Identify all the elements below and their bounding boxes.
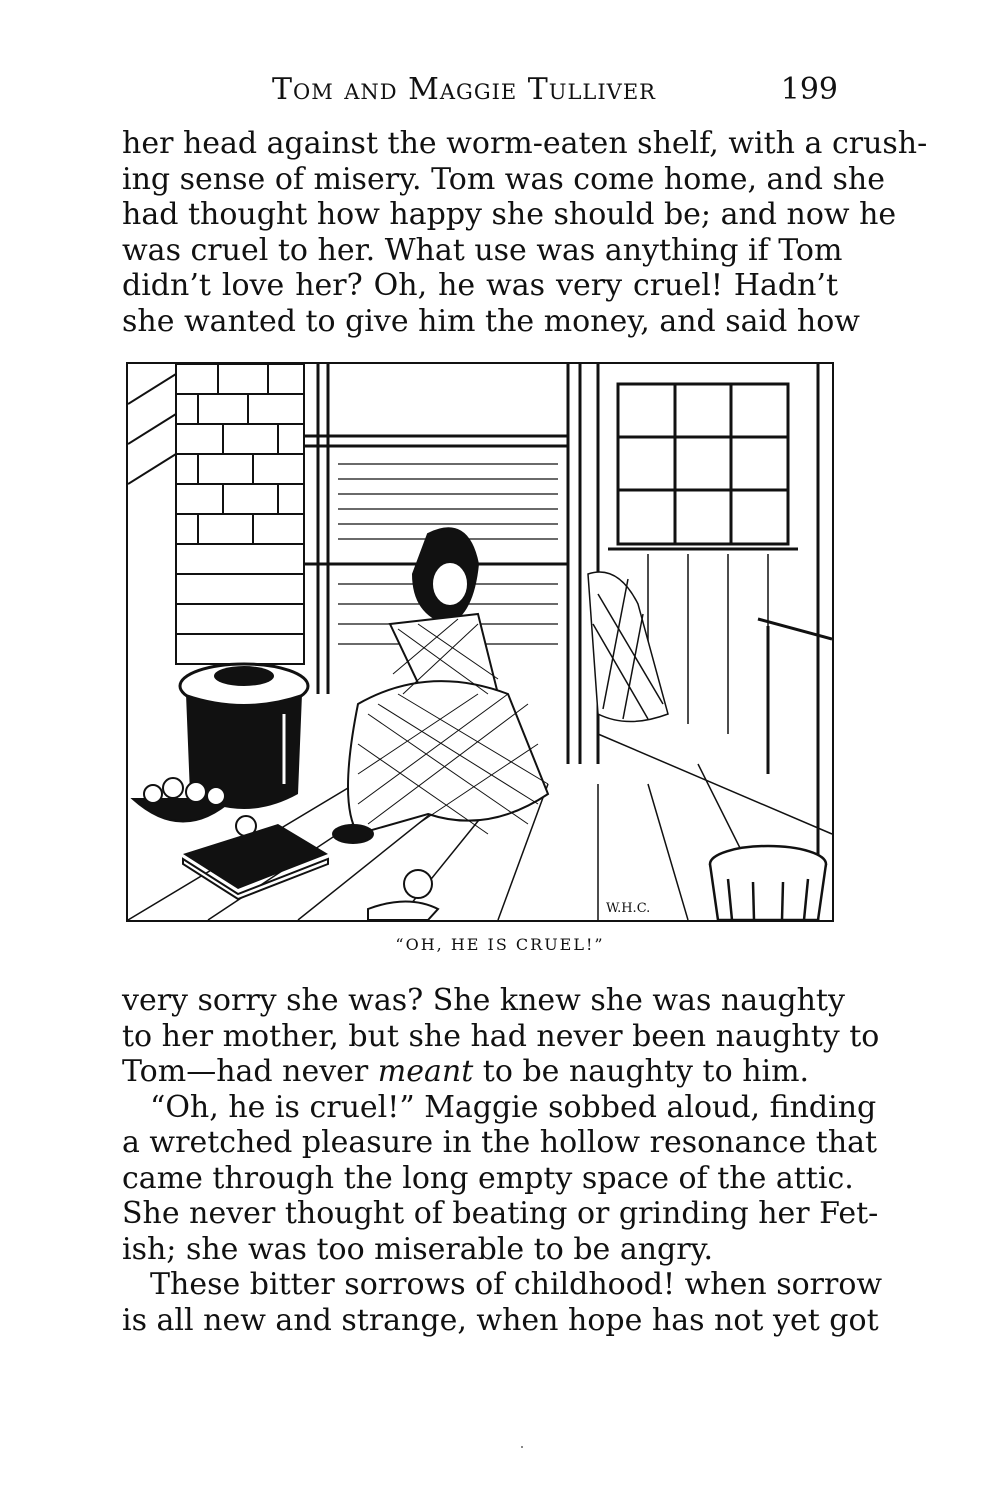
bottom-text [122,983,883,1338]
text-line: had thought how happy she should be; and now he [122,197,897,232]
text-line: ing sense of misery. Tom was come home, and she [122,161,885,197]
text-line: she wanted to give him the money, and said how [122,303,860,339]
attic-drawing [128,364,832,920]
text-line: her head against the worm-eaten shelf, with a crush- [122,126,928,161]
text-line: a wretched pleasure in the hollow resonance that [122,1125,878,1160]
text-line: ish; she was too miserable to be angry. [122,1231,714,1267]
text-line: “Oh, he is cruel!” Maggie sobbed aloud, finding [150,1089,877,1125]
text-line: She never thought of beating or grinding her Fet- [122,1196,879,1231]
text-fragment: to be naughty to him. [473,1054,810,1089]
text-line: is all new and strange, when hope has not yet got [122,1302,879,1338]
text-line [122,1054,838,1090]
basket [710,846,826,920]
illustration-attic [126,362,834,922]
emphasized-word: meant [377,1054,474,1089]
text-line: didn’t love her? Oh, he was very cruel! Hadn’t [122,268,838,303]
text-line: These bitter sorrows of childhood! when sorrow [150,1267,883,1302]
text-line: came through the long empty space of the attic. [122,1160,854,1196]
text-fragment: Tom—had never [122,1054,378,1089]
top-paragraph [122,126,928,339]
text-line: was cruel to her. What use was anything if Tom [122,232,843,268]
running-title: Tom and Maggie Tulliver [272,72,656,107]
artist-signature: W.H.C. [606,901,651,916]
print-speck [521,1446,523,1448]
text-line: very sorry she was? She knew she was naughty [122,983,845,1018]
page-number: 199 [780,72,838,107]
text-line: to her mother, but she had never been naughty to [122,1018,880,1054]
illustration-caption: “OH, HE IS CRUEL!” [395,935,605,954]
running-header [122,72,838,112]
